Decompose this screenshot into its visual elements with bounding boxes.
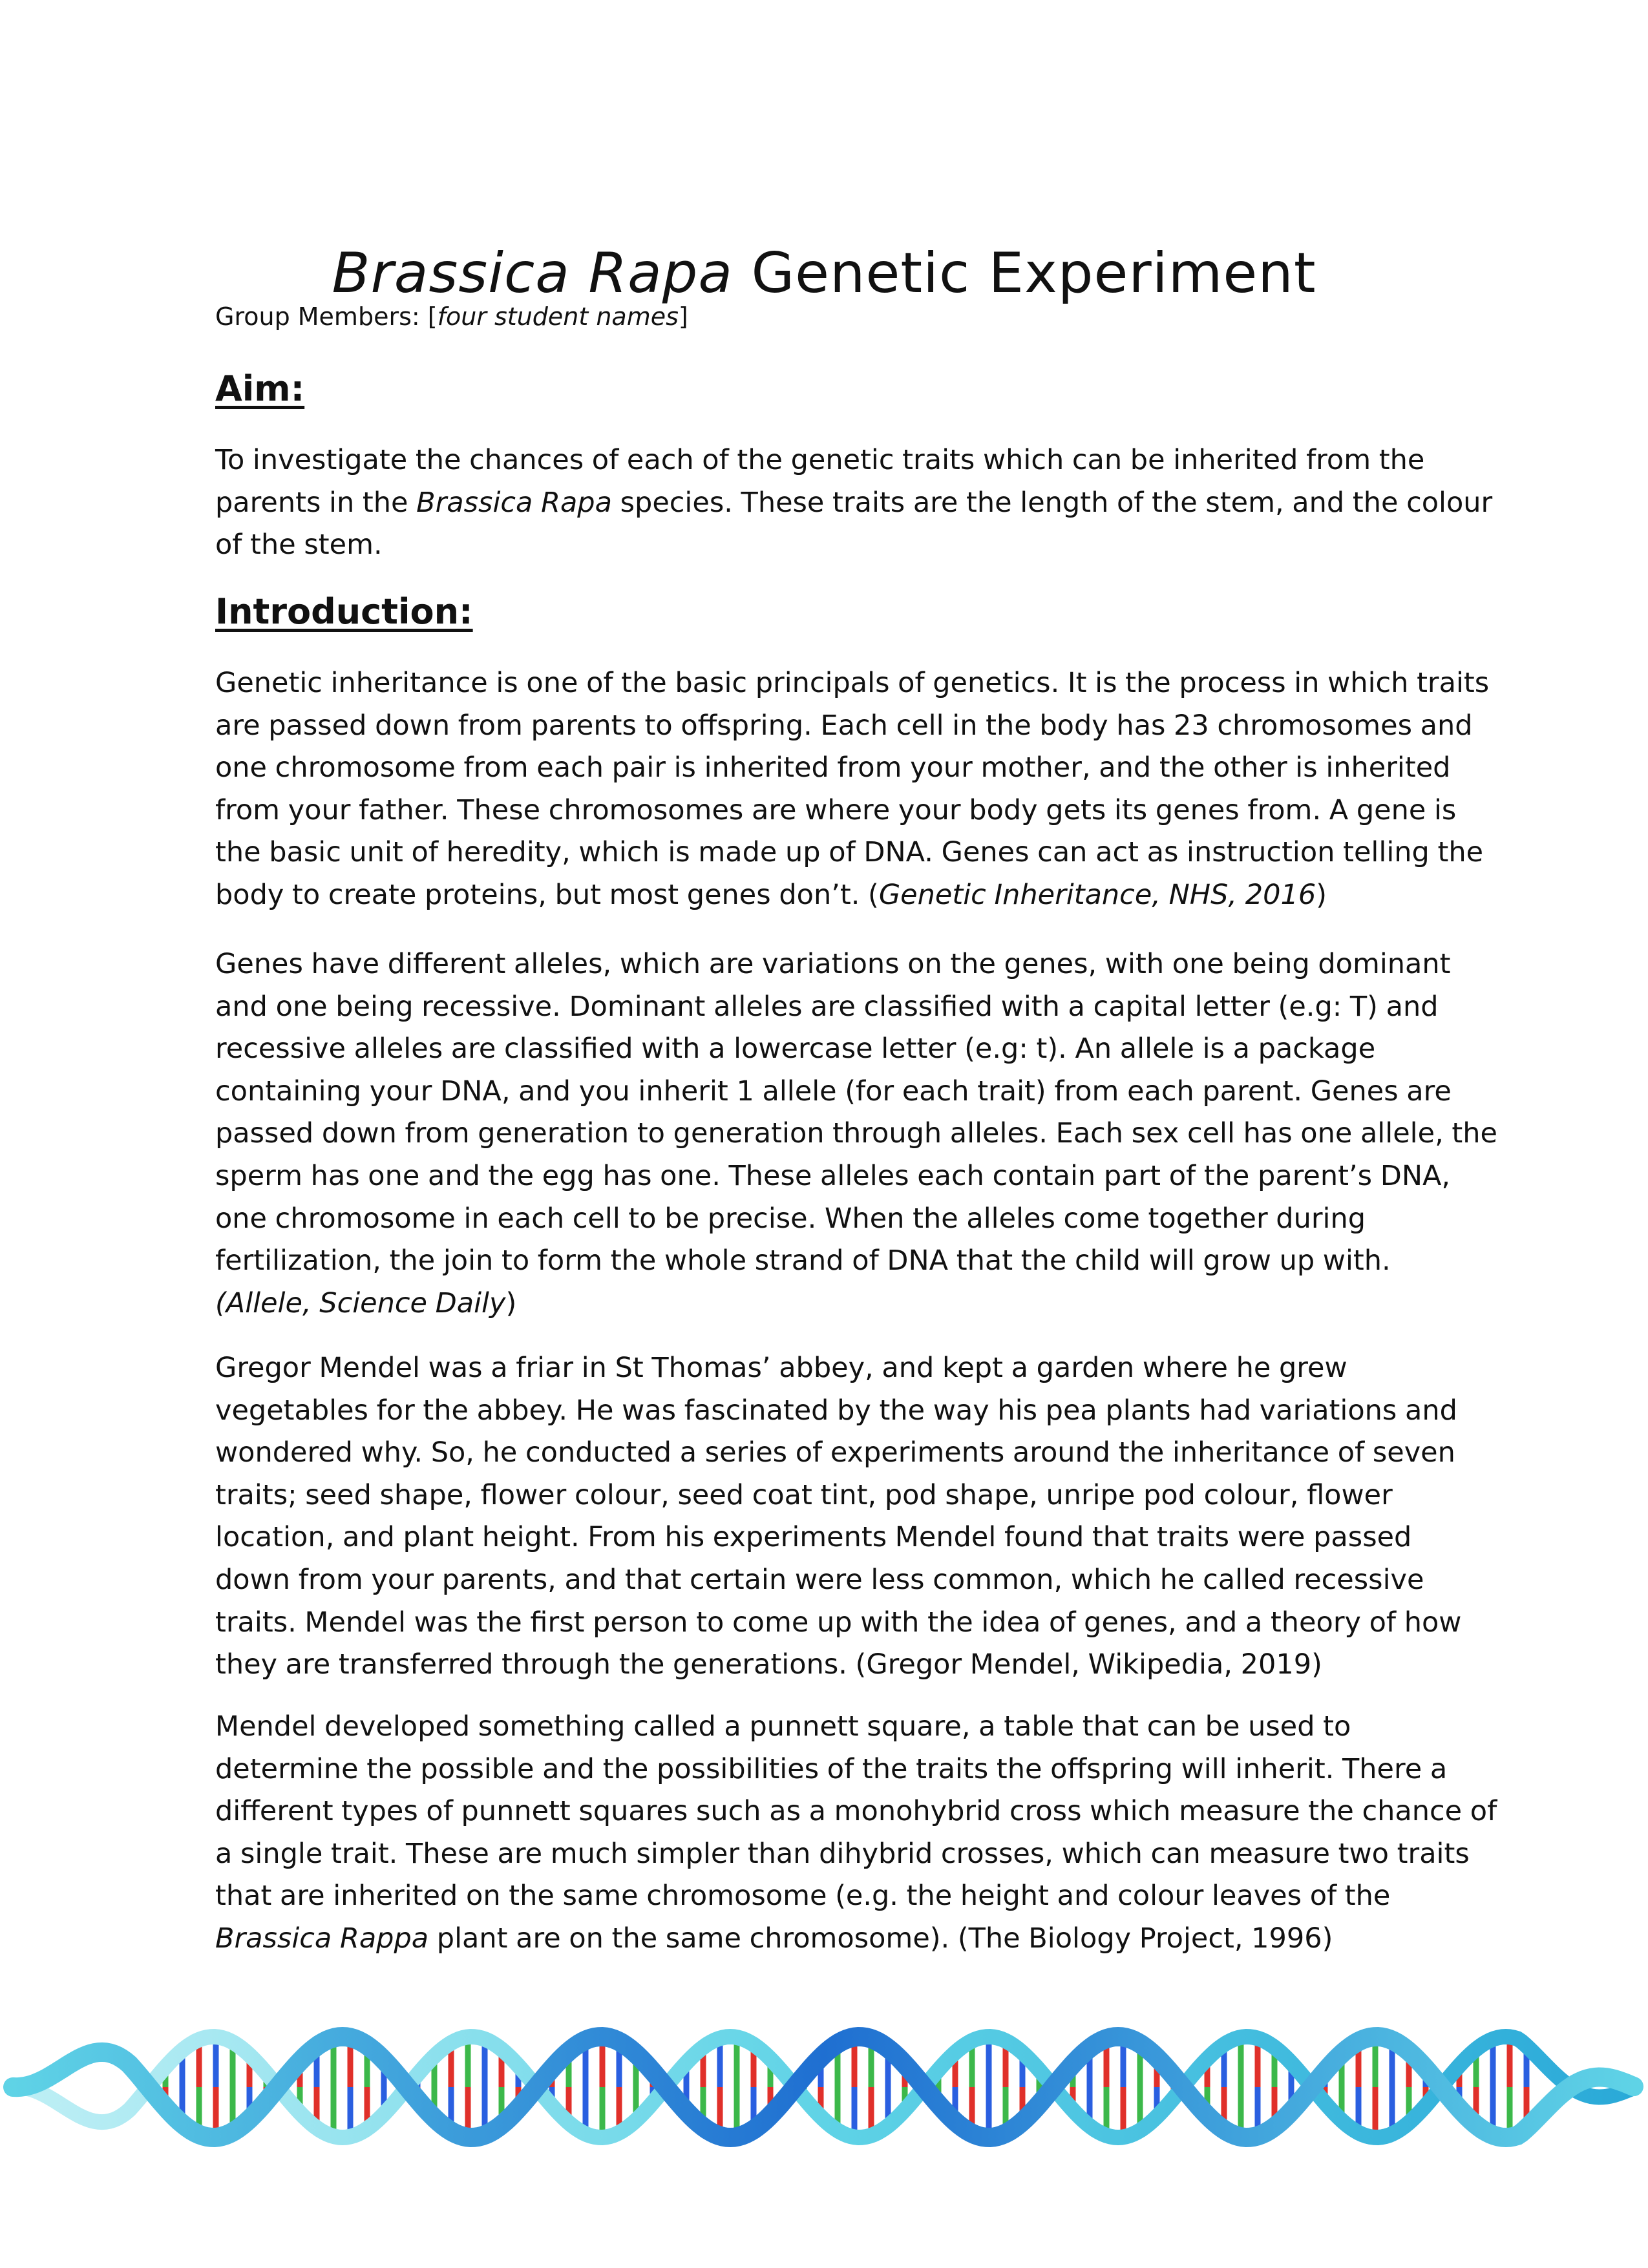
text-run: ) (1316, 878, 1327, 911)
text-line (215, 1706, 1456, 1748)
text-line (215, 1113, 1497, 1155)
text-line (215, 1644, 1456, 1686)
text-run: they are transferred through the generations. (Gregor Mendel, Wikipedia, 2019) (215, 1648, 1322, 1681)
text-run: species. These traits are the length of the stem, and the colour (611, 486, 1493, 519)
dna-helix-icon (0, 1990, 1648, 2184)
intro-paragraph-4 (215, 1706, 1497, 1960)
text-run: the basic unit of heredity, which is made up of DNA. Genes can act as instruction telling the (215, 836, 1484, 869)
text-run: down from your parents, and that certain were less common, which he called recessive (215, 1563, 1424, 1596)
text-line (215, 1071, 1456, 1113)
title-rest: Genetic Experiment (751, 240, 1316, 306)
introduction-heading: Introduction: (215, 591, 473, 632)
text-line (215, 705, 1473, 748)
text-run: one chromosome from each pair is inherited from your mother, and the other is inherited (215, 751, 1451, 784)
text-run: of the stem. (215, 529, 383, 562)
group-members (215, 302, 688, 332)
group-members-close: ] (678, 302, 688, 331)
text-run: Gregor Mendel was a friar in St Thomas’ abbey, and kept a garden where he grew (215, 1352, 1347, 1384)
text-run: from your father. These chromosomes are where your body gets its genes from. A gene is (215, 793, 1457, 826)
text-line (215, 1347, 1456, 1390)
text-line (215, 1283, 1456, 1325)
text-line (215, 662, 1490, 705)
text-line (215, 1748, 1456, 1791)
text-line (215, 1475, 1456, 1517)
text-run: different types of punnett squares such as a monohybrid cross which measure the chance of (215, 1795, 1497, 1828)
text-line (215, 1517, 1456, 1559)
text-line (215, 943, 1456, 986)
text-line (215, 1790, 1497, 1833)
text-run: body to create proteins, but most genes don’t. ( (215, 878, 879, 911)
text-run: wondered why. So, he conducted a series of experiments around the inheritance of seven (215, 1436, 1455, 1469)
aim-paragraph (215, 439, 1493, 567)
text-run: traits. Mendel was the first person to come up with the idea of genes, and a theory of how (215, 1606, 1462, 1639)
text-line (215, 874, 1456, 917)
text-run: passed down from generation to generation through alleles. Each sex cell has one allele, the (215, 1117, 1497, 1150)
text-line (215, 1602, 1462, 1644)
text-run: Genetic inheritance is one of the basic principals of genetics. It is the process in which traits (215, 667, 1490, 699)
text-line (215, 1028, 1456, 1071)
text-line (215, 524, 1456, 567)
text-run: one chromosome in each cell to be precise. When the alleles come together during (215, 1202, 1366, 1235)
intro-paragraph-2 (215, 943, 1497, 1325)
text-run: determine the possible and the possibilities of the traits the offspring will inherit. There a (215, 1752, 1448, 1785)
text-line (215, 1833, 1470, 1876)
text-line (215, 1918, 1456, 1960)
italic-text: Genetic Inheritance, NHS, 2016 (878, 878, 1316, 911)
text-line (215, 1390, 1456, 1433)
aim-heading: Aim: (215, 368, 305, 409)
text-run: sperm has one and the egg has one. These alleles each contain part of the parent’s DNA, (215, 1159, 1451, 1192)
text-run: ) (505, 1286, 517, 1319)
text-run: plant are on the same chromosome). (The Biology Project, 1996) (428, 1922, 1333, 1955)
intro-paragraph-1 (215, 662, 1490, 917)
text-line (215, 1432, 1456, 1475)
text-run: a single trait. These are much simpler than dihybrid crosses, which can measure two traits (215, 1837, 1470, 1870)
text-line (215, 439, 1456, 482)
italic-text: Brassica Rapa (416, 486, 612, 519)
italic-text: (Allele, Science Daily (215, 1286, 506, 1319)
text-run: Mendel developed something called a punnett square, a table that can be used to (215, 1710, 1351, 1743)
text-line (215, 1198, 1456, 1241)
text-run: location, and plant height. From his experiments Mendel found that traits were passed (215, 1521, 1412, 1554)
text-run: traits; seed shape, flower colour, seed coat tint, pod shape, unripe pod colour, flower (215, 1478, 1393, 1511)
text-run: containing your DNA, and you inherit 1 allele (for each trait) from each parent. Genes are (215, 1075, 1452, 1108)
document-title (0, 240, 1648, 306)
title-species: Brassica Rapa (332, 240, 734, 306)
text-line (215, 832, 1484, 874)
text-run: Genes have different alleles, which are variations on the genes, with one being dominant (215, 948, 1451, 980)
intro-paragraph-3 (215, 1347, 1462, 1686)
group-members-label: Group Members: [ (215, 302, 438, 331)
text-run: recessive alleles are classified with a lowercase letter (e.g: t). An allele is a package (215, 1033, 1376, 1066)
text-run: that are inherited on the same chromosome (e.g. the height and colour leaves of the (215, 1880, 1391, 1913)
text-line (215, 790, 1456, 832)
text-line (215, 1875, 1456, 1918)
group-members-value: four student names (437, 302, 679, 331)
text-line (215, 482, 1493, 525)
text-run: To investigate the chances of each of the genetic traits which can be inherited from the (215, 444, 1425, 476)
text-line (215, 986, 1456, 1029)
text-run: vegetables for the abbey. He was fascinated by the way his pea plants had variations and (215, 1394, 1457, 1427)
text-line (215, 1559, 1456, 1602)
text-line (215, 1155, 1456, 1198)
text-run: and one being recessive. Dominant alleles are classified with a capital letter (e.g: T) and (215, 990, 1439, 1023)
text-run: parents in the (215, 486, 417, 519)
text-line (215, 1240, 1456, 1283)
italic-text: Brassica Rappa (215, 1922, 429, 1955)
text-line (215, 747, 1456, 790)
text-run: are passed down from parents to offspring. Each cell in the body has 23 chromosomes and (215, 709, 1473, 742)
text-run: fertilization, the join to form the whole strand of DNA that the child will grow up with. (215, 1244, 1391, 1277)
